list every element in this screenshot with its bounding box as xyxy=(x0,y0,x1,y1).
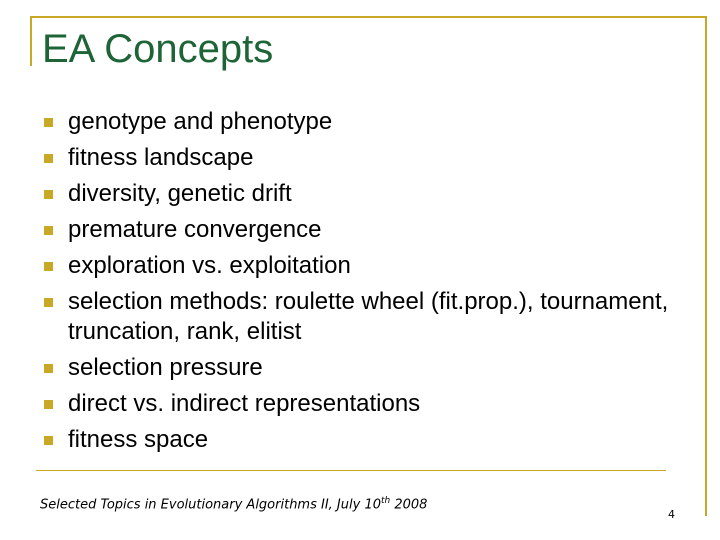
square-bullet-icon xyxy=(44,154,53,163)
bullet-text: fitness landscape xyxy=(68,144,254,171)
square-bullet-icon xyxy=(44,400,53,409)
frame-right-border xyxy=(705,16,707,516)
footer-superscript: th xyxy=(380,496,391,506)
bullet-list xyxy=(42,104,682,458)
bullet-item xyxy=(42,386,682,422)
square-bullet-icon xyxy=(44,190,53,199)
bullet-item xyxy=(42,104,682,140)
bullet-text: genotype and phenotype xyxy=(68,108,333,135)
page-number: 4 xyxy=(668,508,675,521)
footer-main: Selected Topics in Evolutionary Algorithms II, July 10 xyxy=(40,497,381,513)
square-bullet-icon xyxy=(44,364,53,373)
square-bullet-icon xyxy=(44,226,53,235)
square-bullet-icon xyxy=(44,436,53,445)
square-bullet-icon xyxy=(44,298,53,307)
bullet-text: selection pressure xyxy=(68,354,263,381)
footer-year: 2008 xyxy=(390,497,428,513)
bullet-item xyxy=(42,350,682,386)
bullet-text: diversity, genetic drift xyxy=(68,180,292,207)
bullet-item xyxy=(42,176,682,212)
bullet-item xyxy=(42,140,682,176)
square-bullet-icon xyxy=(44,262,53,271)
slide-title: EA Concepts xyxy=(42,27,274,71)
footer-divider xyxy=(36,470,666,471)
bullet-item xyxy=(42,422,682,458)
bullet-text: exploration vs. exploitation xyxy=(68,252,351,279)
footer-text xyxy=(40,496,427,512)
frame-left-border xyxy=(30,16,32,66)
bullet-text: fitness space xyxy=(68,426,209,453)
bullet-item xyxy=(42,212,682,248)
frame-top-border xyxy=(30,16,707,18)
bullet-item xyxy=(42,284,682,350)
bullet-text: selection methods: roulette wheel (fit.prop.), tournament, truncation, rank, elitist xyxy=(68,288,669,345)
bullet-text: direct vs. indirect representations xyxy=(68,390,421,417)
square-bullet-icon xyxy=(44,118,53,127)
bullet-text: premature convergence xyxy=(68,216,322,243)
bullet-item xyxy=(42,248,682,284)
